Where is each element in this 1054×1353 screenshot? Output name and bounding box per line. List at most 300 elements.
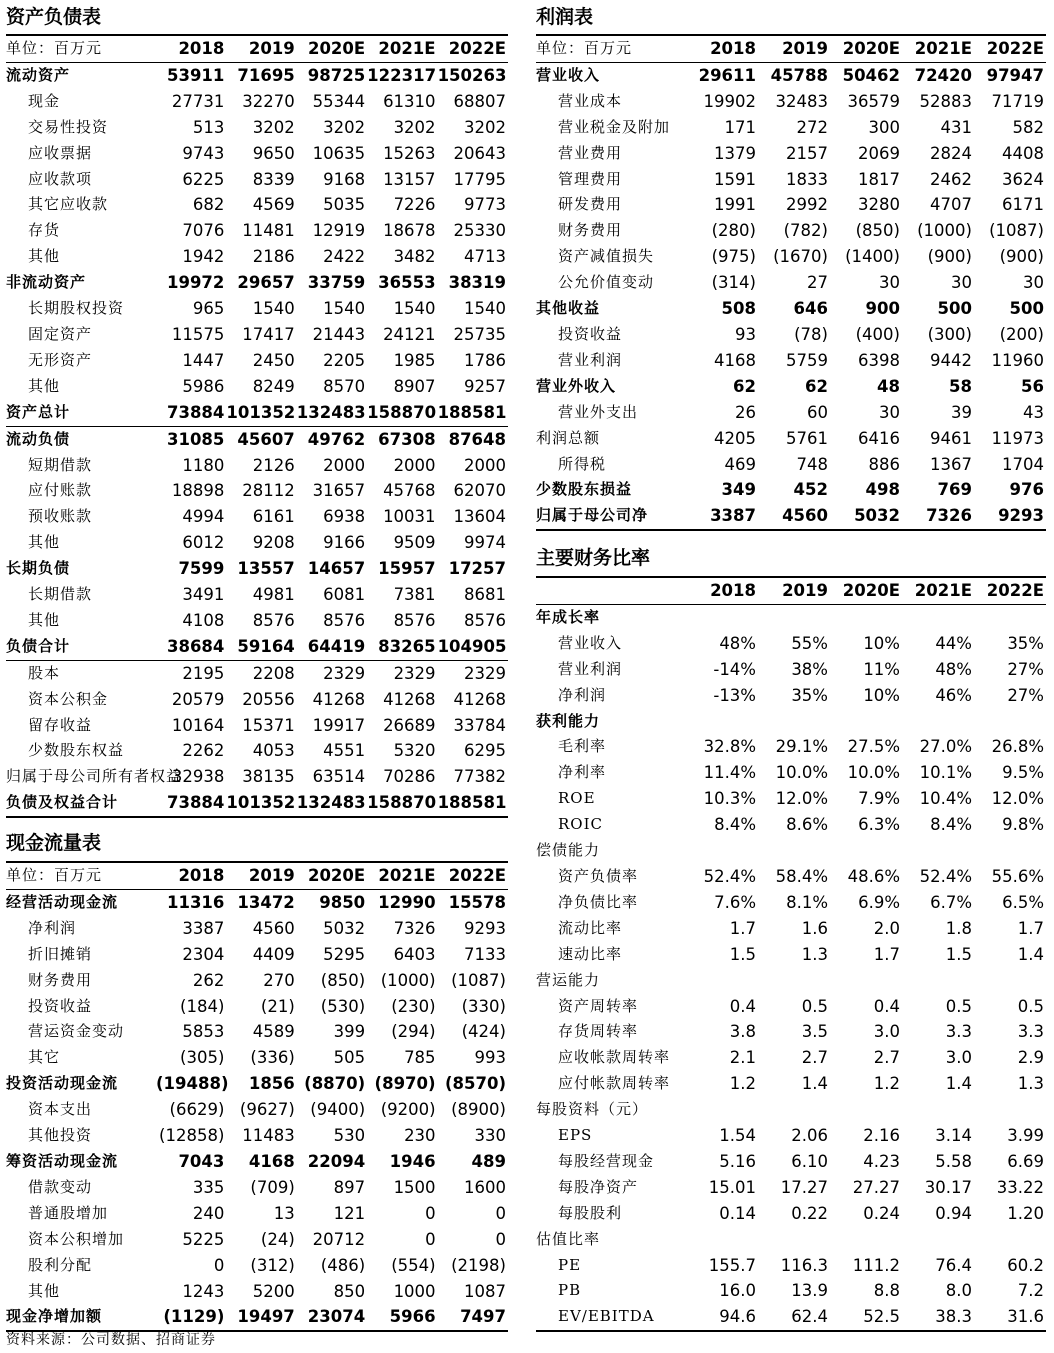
table-row xyxy=(536,1123,1046,1149)
value-cell: 9461 xyxy=(930,428,972,448)
value-cell: 48 xyxy=(877,376,900,396)
value-cell: 2329 xyxy=(367,660,437,686)
year-header: 2022E xyxy=(438,862,508,889)
value-cell: (1000) xyxy=(917,221,972,241)
table-row xyxy=(536,452,1046,478)
value-cell: 67308 xyxy=(367,426,437,452)
table-row xyxy=(536,1149,1046,1175)
value-cell: 10% xyxy=(863,633,900,653)
value-cell: 4981 xyxy=(252,585,295,605)
value-cell: 29611 xyxy=(698,65,756,85)
value-cell: 29657 xyxy=(237,273,295,293)
value-cell: 1.2 xyxy=(729,1074,756,1094)
value-cell: 7326 xyxy=(393,918,436,938)
value-cell: 44% xyxy=(935,633,972,653)
value-cell: 3624 xyxy=(1002,169,1044,189)
year-header: 2020E xyxy=(297,862,367,889)
value-cell: 0.14 xyxy=(719,1203,756,1223)
table-header-row xyxy=(6,862,508,889)
value-cell xyxy=(902,1227,974,1253)
value-cell xyxy=(686,709,758,735)
value-cell: 508 xyxy=(721,299,756,319)
value-cell: (554) xyxy=(391,1255,436,1275)
value-cell: 3.0 xyxy=(873,1022,900,1042)
row-label: 管理费用 xyxy=(558,169,623,188)
value-cell: 8681 xyxy=(464,585,506,605)
value-cell: (8900) xyxy=(451,1100,506,1120)
value-cell: 2126 xyxy=(252,455,295,475)
value-cell: 9257 xyxy=(464,376,506,396)
table-row xyxy=(536,631,1046,657)
value-cell xyxy=(758,1097,830,1123)
value-cell: 13557 xyxy=(237,559,295,579)
value-cell: (1087) xyxy=(451,970,506,990)
value-cell: 0.24 xyxy=(863,1203,900,1223)
value-cell: 11483 xyxy=(242,1126,295,1146)
row-label: 存货周转率 xyxy=(558,1022,639,1041)
value-cell: 0.94 xyxy=(935,1203,972,1223)
value-cell: 24121 xyxy=(383,324,436,344)
value-cell: 2.0 xyxy=(873,918,900,938)
value-cell: 11960 xyxy=(991,350,1044,370)
value-cell: 52.5 xyxy=(830,1304,902,1331)
value-cell: 33784 xyxy=(453,715,506,735)
value-cell: 22094 xyxy=(307,1151,366,1171)
row-label: 非流动资产 xyxy=(6,273,87,292)
value-cell: 769 xyxy=(937,480,972,500)
value-cell: 73884 xyxy=(156,790,226,817)
value-cell: 158870 xyxy=(367,402,437,422)
value-cell: 29.1% xyxy=(775,737,828,757)
value-cell: 62 xyxy=(805,376,828,396)
table-row xyxy=(6,764,508,790)
row-label: 其它应收款 xyxy=(28,195,109,214)
value-cell: (8970) xyxy=(374,1074,436,1094)
row-label: 筹资活动现金流 xyxy=(6,1151,119,1170)
value-cell: 56 xyxy=(1021,376,1044,396)
row-label: 归属于母公司净 xyxy=(536,503,686,530)
table-row xyxy=(6,192,508,218)
row-label: 年成长率 xyxy=(536,607,601,626)
table-row xyxy=(6,556,508,582)
row-label: 折旧摊销 xyxy=(28,944,93,963)
table-row xyxy=(6,1149,508,1175)
value-cell: 38% xyxy=(791,659,828,679)
year-header: 2018 xyxy=(156,35,226,62)
year-header: 2018 xyxy=(686,35,758,62)
row-label: 固定资产 xyxy=(28,324,93,343)
value-cell: 11316 xyxy=(166,892,225,912)
table-row xyxy=(6,660,508,686)
value-cell: 71695 xyxy=(237,65,295,85)
value-cell: 13472 xyxy=(237,892,295,912)
value-cell: 500 xyxy=(937,299,972,319)
value-cell: (294) xyxy=(391,1022,436,1042)
value-cell: (900) xyxy=(927,247,972,267)
value-cell: 3202 xyxy=(393,117,436,137)
value-cell: 10% xyxy=(863,685,900,705)
value-cell: 4560 xyxy=(758,503,830,530)
value-cell: 1500 xyxy=(393,1177,436,1197)
value-cell xyxy=(830,1227,902,1253)
value-cell: 500 xyxy=(1009,299,1044,319)
value-cell: 1600 xyxy=(464,1177,506,1197)
value-cell: (305) xyxy=(180,1048,225,1068)
value-cell: 4551 xyxy=(323,741,366,761)
value-cell: 9293 xyxy=(974,503,1046,530)
table-row xyxy=(6,322,508,348)
table-header-row xyxy=(536,35,1046,62)
value-cell: 1540 xyxy=(393,299,436,319)
row-label: 利润总额 xyxy=(536,428,601,447)
value-cell: 27.0% xyxy=(919,737,972,757)
table-row xyxy=(6,115,508,141)
value-cell: (424) xyxy=(461,1022,506,1042)
value-cell: 4053 xyxy=(252,741,295,761)
table-row xyxy=(6,1019,508,1045)
value-cell: 94.6 xyxy=(686,1304,758,1331)
row-label: 其他 xyxy=(28,376,61,395)
value-cell: (850) xyxy=(320,970,366,990)
value-cell: 4569 xyxy=(252,195,295,215)
row-label: 负债及权益合计 xyxy=(6,790,156,817)
value-cell xyxy=(758,968,830,994)
row-label: 营业外收入 xyxy=(536,376,617,395)
value-cell: 26689 xyxy=(383,715,436,735)
value-cell xyxy=(830,709,902,735)
value-cell: 452 xyxy=(793,480,828,500)
value-cell: 2000 xyxy=(323,455,366,475)
value-cell: 70286 xyxy=(383,767,436,787)
value-cell: (200) xyxy=(999,324,1044,344)
table-row xyxy=(6,167,508,193)
value-cell: 2422 xyxy=(323,247,366,267)
value-cell: (9200) xyxy=(380,1100,436,1120)
row-label: 经营活动现金流 xyxy=(6,892,119,911)
value-cell: (900) xyxy=(999,247,1044,267)
value-cell xyxy=(758,838,830,864)
table-row xyxy=(536,994,1046,1020)
table-row xyxy=(536,322,1046,348)
value-cell: 63514 xyxy=(312,767,366,787)
value-cell: 1540 xyxy=(252,299,295,319)
table-row xyxy=(6,1071,508,1097)
row-label: 借款变动 xyxy=(28,1177,93,1196)
value-cell: 35% xyxy=(791,685,828,705)
table-row xyxy=(536,270,1046,296)
value-cell: 8.0 xyxy=(945,1281,972,1301)
value-cell: 3.99 xyxy=(1007,1126,1044,1146)
value-cell: 45768 xyxy=(383,481,436,501)
value-cell: 20712 xyxy=(312,1229,366,1249)
value-cell: 55% xyxy=(791,633,828,653)
value-cell: 7.6% xyxy=(714,892,756,912)
value-cell: 7497 xyxy=(438,1304,508,1331)
value-cell: 3280 xyxy=(858,195,900,215)
table-row xyxy=(6,582,508,608)
value-cell: 62 xyxy=(733,376,756,396)
value-cell: (6629) xyxy=(169,1100,225,1120)
value-cell: 1786 xyxy=(464,350,506,370)
value-cell: 13.9 xyxy=(791,1281,828,1301)
row-label: 投资收益 xyxy=(558,324,623,343)
value-cell: 3.14 xyxy=(935,1126,972,1146)
row-label: 应付账款 xyxy=(28,481,93,500)
value-cell: 3.3 xyxy=(945,1022,972,1042)
table-row xyxy=(536,1019,1046,1045)
value-cell xyxy=(686,1097,758,1123)
row-label: 所得税 xyxy=(558,454,607,473)
value-cell: 2157 xyxy=(786,143,828,163)
row-label: 资产周转率 xyxy=(558,996,639,1015)
value-cell: 489 xyxy=(471,1151,506,1171)
value-cell: 58.4% xyxy=(775,866,828,886)
value-cell: 0.5 xyxy=(1017,996,1044,1016)
value-cell: 46% xyxy=(935,685,972,705)
value-cell: 111.2 xyxy=(852,1255,900,1275)
value-cell: 27 xyxy=(807,273,828,293)
value-cell: 23074 xyxy=(297,1304,367,1331)
value-cell: 43 xyxy=(1023,402,1044,422)
cashflow-title: 现金流量表 xyxy=(6,832,102,854)
value-cell: 431 xyxy=(940,117,972,137)
value-cell xyxy=(830,968,902,994)
value-cell: 50462 xyxy=(842,65,900,85)
value-cell: 5.16 xyxy=(719,1151,756,1171)
value-cell: 45607 xyxy=(226,426,296,452)
value-cell: 9509 xyxy=(393,533,436,553)
table-row xyxy=(536,968,1046,994)
value-cell: 41268 xyxy=(312,689,366,709)
value-cell: 5761 xyxy=(786,428,828,448)
income-statement-title: 利润表 xyxy=(536,6,594,28)
value-cell: 31657 xyxy=(312,481,366,501)
value-cell: 158870 xyxy=(367,790,437,817)
table-row xyxy=(6,942,508,968)
value-cell: 41268 xyxy=(383,689,436,709)
value-cell: 77382 xyxy=(453,767,506,787)
table-row xyxy=(6,1304,508,1331)
value-cell: 4168 xyxy=(714,350,756,370)
value-cell: 2.7 xyxy=(801,1048,828,1068)
table-row xyxy=(6,1253,508,1279)
year-header: 2020E xyxy=(297,35,367,62)
value-cell: 35% xyxy=(1007,633,1044,653)
value-cell: 3.3 xyxy=(1017,1022,1044,1042)
year-header: 2021E xyxy=(902,577,974,604)
table-row xyxy=(6,1045,508,1071)
value-cell: 10164 xyxy=(171,715,225,735)
table-row xyxy=(6,634,508,660)
value-cell: 19972 xyxy=(166,273,225,293)
value-cell: 9974 xyxy=(464,533,506,553)
value-cell: 9208 xyxy=(252,533,295,553)
value-cell: 15.01 xyxy=(708,1177,756,1197)
value-cell xyxy=(974,709,1046,735)
table-row xyxy=(536,477,1046,503)
table-row xyxy=(536,734,1046,760)
value-cell xyxy=(686,968,758,994)
table-row xyxy=(536,1045,1046,1071)
value-cell: 36579 xyxy=(847,91,900,111)
table-row xyxy=(536,1201,1046,1227)
value-cell: 6.5% xyxy=(1002,892,1044,912)
value-cell: (78) xyxy=(794,324,828,344)
year-header: 2021E xyxy=(367,862,437,889)
value-cell: 886 xyxy=(868,454,900,474)
value-cell: 8576 xyxy=(393,610,436,630)
value-cell: 15371 xyxy=(242,715,295,735)
value-cell: 1087 xyxy=(464,1281,506,1301)
table-row xyxy=(536,812,1046,838)
year-header: 2020E xyxy=(830,577,902,604)
value-cell: 30 xyxy=(879,402,900,422)
row-label: 交易性投资 xyxy=(28,117,109,136)
table-row xyxy=(536,683,1046,709)
row-label: PB xyxy=(558,1281,582,1300)
value-cell: 9743 xyxy=(182,143,225,163)
value-cell: 6416 xyxy=(858,428,900,448)
value-cell: 53911 xyxy=(166,65,225,85)
value-cell: 2.06 xyxy=(791,1126,828,1146)
value-cell xyxy=(758,709,830,735)
value-cell: 19917 xyxy=(312,715,366,735)
table-row xyxy=(536,244,1046,270)
value-cell: 20556 xyxy=(242,689,295,709)
value-cell: (330) xyxy=(461,996,506,1016)
year-header: 2022E xyxy=(974,577,1046,604)
value-cell xyxy=(902,1097,974,1123)
value-cell: 27731 xyxy=(171,91,225,111)
value-cell: 10635 xyxy=(312,143,366,163)
value-cell xyxy=(974,838,1046,864)
value-cell: (280) xyxy=(711,221,756,241)
value-cell: (184) xyxy=(180,996,225,1016)
value-cell: 9.8% xyxy=(1002,815,1044,835)
value-cell: -13% xyxy=(713,685,756,705)
value-cell: 230 xyxy=(404,1126,436,1146)
value-cell: 498 xyxy=(865,480,900,500)
value-cell: 3482 xyxy=(393,247,436,267)
value-cell: 399 xyxy=(333,1022,366,1042)
value-cell: 1.4 xyxy=(801,1074,828,1094)
value-cell: (8870) xyxy=(304,1074,366,1094)
value-cell: 12990 xyxy=(378,892,436,912)
value-cell: 1946 xyxy=(389,1151,436,1171)
value-cell: (486) xyxy=(320,1255,366,1275)
row-label: 长期负债 xyxy=(6,559,71,578)
row-label: 少数股东权益 xyxy=(28,741,125,760)
value-cell xyxy=(902,838,974,864)
table-row xyxy=(536,657,1046,683)
value-cell: 1985 xyxy=(393,350,436,370)
value-cell: 2462 xyxy=(930,169,972,189)
value-cell: 11.4% xyxy=(703,763,756,783)
row-label: 研发费用 xyxy=(558,195,623,214)
value-cell: 26.8% xyxy=(991,737,1044,757)
value-cell: 72420 xyxy=(914,65,972,85)
value-cell: 2186 xyxy=(252,247,295,267)
value-cell: 132483 xyxy=(296,402,366,422)
row-label: 营业收入 xyxy=(558,633,623,652)
value-cell: 505 xyxy=(333,1048,366,1068)
table-row xyxy=(6,244,508,270)
value-cell: 27.5% xyxy=(847,737,900,757)
value-cell: 97947 xyxy=(986,65,1044,85)
table-row xyxy=(6,1123,508,1149)
row-label: 归属于母公司所有者权益 xyxy=(6,767,183,786)
value-cell: 36553 xyxy=(378,273,436,293)
value-cell: 5200 xyxy=(252,1281,295,1301)
value-cell: 4713 xyxy=(464,247,506,267)
row-label: EPS xyxy=(558,1126,593,1145)
value-cell: 4707 xyxy=(930,195,972,215)
value-cell: 60.2 xyxy=(1007,1255,1044,1275)
table-row xyxy=(536,503,1046,530)
table-row xyxy=(6,530,508,556)
value-cell: 1.8 xyxy=(945,918,972,938)
value-cell: 6.69 xyxy=(1007,1151,1044,1171)
value-cell: 11973 xyxy=(991,428,1044,448)
value-cell: 12.0% xyxy=(991,789,1044,809)
value-cell: 64419 xyxy=(307,636,366,656)
table-row xyxy=(6,1201,508,1227)
value-cell: 976 xyxy=(1009,480,1044,500)
value-cell: 1856 xyxy=(248,1074,295,1094)
table-row xyxy=(6,916,508,942)
value-cell: 7226 xyxy=(393,195,436,215)
value-cell: 2450 xyxy=(252,350,295,370)
value-cell: 4408 xyxy=(1002,143,1044,163)
ratios-table xyxy=(536,576,1046,1332)
value-cell: 38135 xyxy=(242,767,295,787)
table-row xyxy=(6,1097,508,1123)
value-cell: 0 xyxy=(213,1255,225,1275)
value-cell: 11481 xyxy=(242,221,295,241)
row-label: 每股净资产 xyxy=(558,1177,639,1196)
row-label: 应收款项 xyxy=(28,169,93,188)
table-row xyxy=(536,426,1046,452)
table-row xyxy=(536,942,1046,968)
value-cell: 25330 xyxy=(453,221,506,241)
table-row xyxy=(536,916,1046,942)
table-row xyxy=(6,218,508,244)
value-cell: 10.0% xyxy=(775,763,828,783)
row-label: 每股资料（元） xyxy=(536,1100,649,1119)
row-label: 营业税金及附加 xyxy=(558,117,671,136)
value-cell: 101352 xyxy=(226,790,296,817)
row-label: 预收账款 xyxy=(28,507,93,526)
table-row xyxy=(536,1227,1046,1253)
table-row xyxy=(6,296,508,322)
value-cell: 18678 xyxy=(383,221,436,241)
value-cell: 116.3 xyxy=(780,1255,828,1275)
ratios-title: 主要财务比率 xyxy=(536,547,651,569)
table-row xyxy=(6,889,508,915)
value-cell: 6081 xyxy=(323,585,366,605)
value-cell: 1540 xyxy=(323,299,366,319)
value-cell: 748 xyxy=(796,454,828,474)
value-cell xyxy=(974,1227,1046,1253)
table-row xyxy=(536,604,1046,630)
row-label: 其他投资 xyxy=(28,1126,93,1145)
value-cell: 45788 xyxy=(770,65,828,85)
value-cell: 17.27 xyxy=(780,1177,828,1197)
value-cell: 30.17 xyxy=(924,1177,972,1197)
value-cell: 15578 xyxy=(448,892,506,912)
value-cell: 4.23 xyxy=(863,1151,900,1171)
value-cell: 1.5 xyxy=(945,944,972,964)
